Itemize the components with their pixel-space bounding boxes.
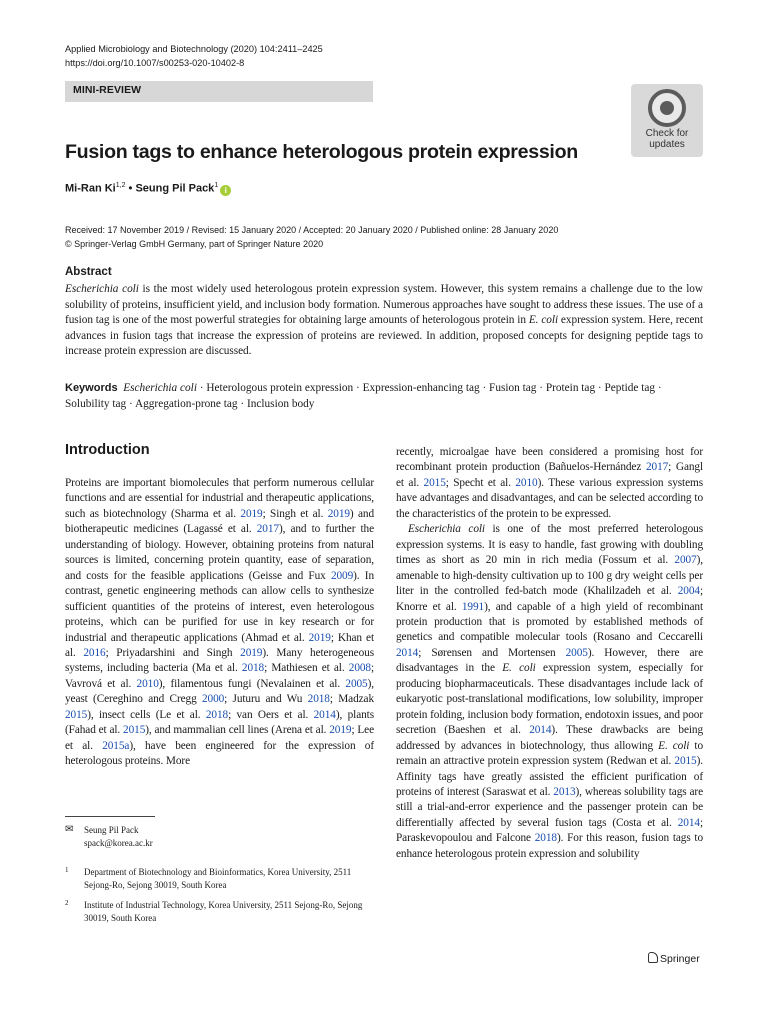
- author-separator: •: [125, 182, 136, 195]
- doi-link[interactable]: https://doi.org/10.1007/s00253-020-10402-8: [65, 57, 245, 68]
- orcid-icon[interactable]: i: [220, 185, 231, 196]
- paragraph-ecoli: Escherichia coli is one of the most preferred heterologous expression systems. It is easy to handle, fast growing with doubling times as short as 20 min in rich media (Fossum et al. 2007), amenable to high-density cultivation up to 100 g dry weight cells per liter in the controlled fed-batch mode (Khalilzadeh et al. 2004; Knorre et al. 1991), and capable of a high yield of recombinant protein production that is promoted by established methods of genetics and compatible molecular tools (Rosano and Ceccarelli 2014; Sørensen and Mortensen 2005). However, there are disadvantages in the E. coli expression system, especially for producing biopharmaceuticals. These disadvantages include lack of eukaryotic post-translational modifications, low solubility, improper protein folding, inclusion body formation, endotoxin issues, and poor secretion (Baeshen et al. 2014). These drawbacks are being addressed by advances in biotechnology, thus allowing E. coli to remain an attractive protein expression system (Redwan et al. 2015). Affinity tags have greatly assisted the efficient purification of proteins of interest (Saraswat et al. 2013), whereas solubility tags are still a trial-and-error experience and the passenger protein can be differentially affected by several fusion tags (Costa et al. 2014; Paraskevopoulou and Falcone 2018). For this reason, fusion tags to enhance heterologous protein expression and solubility: [396, 523, 704, 860]
- abstract-heading: Abstract: [65, 266, 112, 278]
- footnote-rule: [65, 816, 155, 817]
- abstract-body: [65, 282, 703, 360]
- citation-link[interactable]: 2005: [565, 646, 588, 659]
- citation-link[interactable]: 2019: [329, 724, 352, 737]
- citation-link[interactable]: 2016: [83, 646, 106, 659]
- check-updates-badge[interactable]: [631, 84, 703, 157]
- abstract-ecoli: Escherichia coli: [65, 283, 139, 295]
- citation-link[interactable]: 2014: [313, 708, 336, 721]
- bookmark-icon: [648, 89, 686, 127]
- citation-link[interactable]: 2015: [65, 708, 88, 721]
- citation-link[interactable]: 2015: [674, 755, 697, 768]
- citation-link[interactable]: 2017: [645, 461, 669, 474]
- citation-link[interactable]: 2018: [241, 662, 265, 675]
- keywords-label: Keywords: [65, 382, 118, 394]
- author-list: [65, 182, 231, 196]
- introduction-heading: Introduction: [65, 442, 150, 458]
- affiliation-2-text: Institute of Industrial Technology, Korea University, 2511 Sejong-Ro, Sejong 30019, South Korea: [84, 900, 363, 923]
- citation-link[interactable]: 2000: [201, 693, 225, 706]
- author-2-affil: 1: [214, 182, 219, 189]
- affiliation-2: [65, 899, 375, 925]
- corresponding-author: [65, 824, 153, 850]
- citation-link[interactable]: 2014: [529, 724, 552, 737]
- article-type-band: [65, 81, 373, 102]
- keyword-first: Escherichia coli: [123, 382, 197, 394]
- citation-link[interactable]: 2017: [256, 523, 279, 536]
- paragraph-continued: recently, microalgae have been considered a promising host for recombinant protein production (Bañuelos-Hernández 2017; Gangl et al. 2015; Specht et al. 2010). These various expression systems have advantages and disadvantages, and can be selected according to the characteristics of the protein to be expressed.: [396, 446, 704, 520]
- left-column: [65, 476, 374, 770]
- citation-link[interactable]: 2005: [345, 677, 368, 690]
- citation-link[interactable]: 2008: [348, 662, 371, 675]
- corresponding-email[interactable]: spack@korea.ac.kr: [84, 838, 153, 848]
- article-type: MINI-REVIEW: [73, 84, 142, 96]
- affiliation-1-text: Department of Biotechnology and Bioinformatics, Korea University, 2511 Sejong-Ro, Sejong 30019, South Korea: [84, 867, 352, 890]
- keyword-list: · Heterologous protein expression · Expression-enhancing tag · Fusion tag · Protein tag · Peptide tag · Solubility tag · Aggregation-prone tag · Inclusion body: [65, 382, 662, 410]
- journal-citation: Applied Microbiology and Biotechnology (2020) 104:2411–2425: [65, 44, 323, 54]
- citation-link[interactable]: 2018: [307, 693, 330, 706]
- citation-link[interactable]: 2019: [308, 631, 331, 644]
- abstract-text-2: expression system. Here, recent advances in fusion tags that increase the expression of proteins are reviewed. In addition, proposed concepts for designing peptide tags to increase protein expression are discussed.: [65, 314, 703, 358]
- keywords: [65, 380, 705, 412]
- citation-link[interactable]: 2009: [330, 569, 354, 582]
- citation-link[interactable]: 2007: [674, 554, 697, 567]
- abstract-ecoli-2: E. coli: [528, 314, 559, 327]
- author-1-affil: 1,2: [115, 182, 126, 189]
- article-title: Fusion tags to enhance heterologous protein expression: [65, 141, 578, 163]
- right-column: [396, 445, 703, 862]
- affiliation-1: [65, 866, 375, 892]
- citation-link[interactable]: 2013: [553, 785, 576, 798]
- citation-link[interactable]: 2004: [677, 585, 700, 598]
- citation-link[interactable]: 2015: [423, 476, 446, 489]
- publisher-logo: [648, 952, 700, 965]
- citation-link[interactable]: 2015a: [102, 739, 130, 752]
- citation-link[interactable]: 2010: [136, 677, 159, 690]
- publisher-name: Springer: [660, 953, 700, 965]
- check-updates-line2: updates: [649, 138, 685, 150]
- citation-link[interactable]: 2015: [123, 724, 146, 737]
- article-dates: [65, 224, 558, 251]
- affiliation-1-number: 1: [65, 866, 69, 874]
- affiliation-2-number: 2: [65, 899, 69, 907]
- citation-link[interactable]: 1991: [461, 600, 485, 613]
- citation-link[interactable]: 2014: [677, 816, 700, 829]
- citation-link[interactable]: 2010: [515, 476, 538, 489]
- copyright-line: © Springer-Verlag GmbH Germany, part of Springer Nature 2020: [65, 238, 324, 249]
- citation-link[interactable]: 2019: [327, 507, 350, 520]
- corresponding-name: Seung Pil Pack: [84, 825, 139, 835]
- citation-link[interactable]: 2019: [240, 646, 263, 659]
- author-1[interactable]: Mi-Ran Ki: [65, 182, 116, 195]
- citation-link[interactable]: 2019: [240, 507, 263, 520]
- journal-header: [65, 43, 323, 70]
- history-dates: Received: 17 November 2019 / Revised: 15 January 2020 / Accepted: 20 January 2020 / Published online: 28 January 2020: [65, 225, 559, 235]
- abstract-text-1: is the most widely used heterologous protein expression system. However, this system remains a challenge due to the low solubility of proteins, insufficient yield, and inclusion body formation. Numerous approaches have sought to address these issues. The use of a fusion tag is one of the most powerful strategies for obtaining large amounts of heterologous protein in: [65, 283, 703, 327]
- intro-paragraph: Proteins are important biomolecules that perform numerous cellular functions and are essential for industrial and therapeutic applications, such as biotechnology (Sharma et al. 2019; Singh et al. 2019) and biotherapeutic medicines (Lagassé et al. 2017), and to further the understanding of biology. However, obtaining proteins from natural sources is limited, concerning protein quantity, ease of separation, and costs for the feasible applications (Geisse and Fux 2009). In contrast, genetic engineering methods can allow cells to synthesize sufficient quantities of the proteins of interest, even heterologous proteins, which can be purified for use in key research or for industrial and therapeutic applications (Ahmad et al. 2019; Khan et al. 2016; Priyadarshini and Singh 2019). Many heterogeneous systems, including bacteria (Ma et al. 2018; Mathiesen et al. 2008; Vavrová et al. 2010), filamentous fungi (Nevalainen et al. 2005), yeast (Cereghino and Cregg 2000; Juturu and Wu 2018; Madzak 2015), insect cells (Le et al. 2018; van Oers et al. 2014), plants (Fahad et al. 2015), and mammalian cell lines (Arena et al. 2019; Lee et al. 2015a), have been engineered for the expression of heterologous proteins. More: [65, 477, 375, 768]
- citation-link[interactable]: 2014: [396, 646, 419, 659]
- citation-link[interactable]: 2018: [534, 832, 557, 845]
- check-updates-line1: Check for: [645, 128, 689, 139]
- springer-horse-icon: [648, 952, 658, 963]
- check-updates-text: [631, 129, 703, 150]
- author-2[interactable]: Seung Pil Pack: [135, 182, 215, 195]
- envelope-icon: ✉: [65, 824, 74, 835]
- citation-link[interactable]: 2018: [205, 708, 229, 721]
